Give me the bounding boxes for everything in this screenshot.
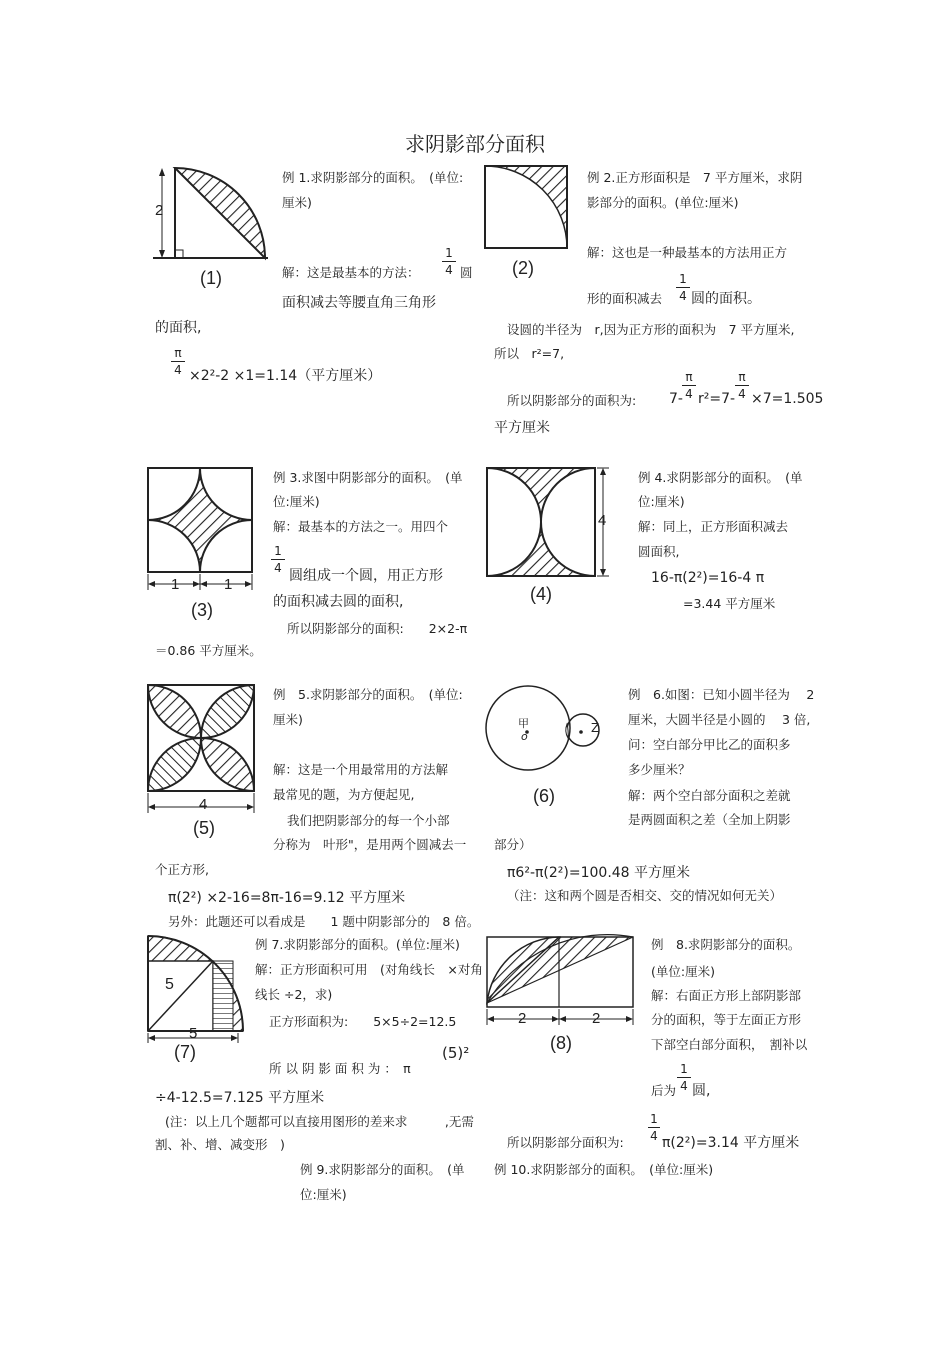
figure-1-side-label: 2: [155, 202, 164, 219]
ex5-line3: 解：这是一个用最常用的方法解: [273, 762, 449, 777]
ex8-line4: 分的面积，等于左面正方形: [651, 1012, 802, 1027]
ex1-line2: 厘米): [282, 195, 312, 210]
ex7-note1: (注：以上几个题都可以直接用图形的差来求 ,无需: [165, 1114, 474, 1129]
fraction-den: 4: [174, 363, 182, 377]
figure-3-dim-b: 1: [224, 576, 233, 593]
ex3-line5: 的面积减去圆的面积,: [273, 594, 404, 610]
figure-5-caption: (5): [193, 818, 215, 838]
figure-2: [485, 166, 575, 252]
ex8-line1: 例 8.求阴影部分的面积。: [651, 937, 801, 952]
ex3-fraction: [271, 544, 285, 575]
ex6-line4: 多少厘米？: [628, 762, 691, 777]
ex4-line4: 圆面积,: [638, 544, 680, 559]
fraction-num: π: [685, 370, 693, 384]
ex1-line3b: 圆: [460, 265, 473, 280]
fraction-num: π: [174, 346, 182, 360]
ex8-fraction: [677, 1062, 691, 1093]
ex2-pi-fraction-2: [735, 370, 749, 401]
ex7-line5b: (5)²: [442, 1044, 470, 1062]
ex2-line2: 影部分的面积。(单位:厘米): [587, 195, 739, 210]
fraction-num: 1: [680, 1062, 688, 1076]
ex8-line5: 下部空白部分面积， 割补以: [651, 1037, 808, 1052]
ex9-line1: 例 9.求阴影部分的面积。 (单: [300, 1162, 465, 1177]
ex2-line8: 平方厘米: [494, 420, 550, 436]
figure-3-dim-a: 1: [171, 576, 180, 593]
fraction-den: 4: [680, 1079, 688, 1093]
figure-6-caption: (6): [533, 786, 555, 806]
fraction-num: 1: [274, 544, 282, 558]
figure-4-caption: (4): [530, 584, 552, 604]
fraction-num: 1: [679, 272, 687, 286]
figure-6-label-yi: Z: [591, 721, 600, 735]
figure-6-label-jia: 甲: [518, 717, 529, 730]
fraction-num: π: [738, 370, 746, 384]
ex6-line2: 厘米，大圆半径是小圆的 3 倍,: [628, 712, 811, 727]
fraction-den: 4: [685, 387, 693, 401]
figure-8-caption: (8): [550, 1033, 572, 1053]
ex5-line5: 我们把阴影部分的每一个小部: [287, 813, 450, 828]
fraction-num: 1: [445, 246, 453, 260]
ex8-formula: π(2²)=3.14 平方厘米: [662, 1135, 800, 1151]
ex6-line5: 解：两个空白部分面积之差就: [628, 788, 791, 803]
ex9-line2: 位:厘米): [300, 1187, 347, 1202]
ex1-formula: ×2²-2 ×1=1.14（平方厘米）: [189, 368, 382, 384]
ex2-fraction: [676, 272, 690, 303]
figure-3-caption: (3): [191, 600, 213, 620]
ex6-line6: 是两圆面积之差（全加上阴影: [628, 812, 791, 827]
figure-7-diag-label: 5: [165, 976, 174, 993]
fraction-den: 4: [738, 387, 746, 401]
ex3-line2: 位:厘米): [273, 494, 320, 509]
figure-1-caption: (1): [200, 268, 222, 288]
ex1-line5: 的面积,: [155, 320, 202, 336]
ex1-line1: 例 1.求阴影部分的面积。 (单位:: [282, 170, 464, 185]
ex2-line4a: 形的面积减去: [587, 291, 663, 306]
ex2-line1: 例 2.正方形面积是 7 平方厘米，求阴: [587, 170, 803, 185]
figure-1: [150, 160, 275, 270]
ex5-line2: 厘米): [273, 712, 303, 727]
ex3-line6: 所以阴影部分的面积: 2×2-π: [287, 621, 468, 636]
fraction-den: 4: [274, 561, 282, 575]
ex3-line1: 例 3.求图中阴影部分的面积。 (单: [273, 470, 463, 485]
ex10-line1: 例 10.求阴影部分的面积。 (单位:厘米): [494, 1162, 714, 1177]
ex7-line5: 所 以 阴 影 面 积 为 ： π: [269, 1061, 411, 1076]
ex1-line4: 面积减去等腰直角三角形: [282, 295, 436, 311]
ex7-line6: ÷4-12.5=7.125 平方厘米: [155, 1090, 325, 1106]
ex5-formula: π(2²) ×2-16=8π-16=9.12 平方厘米: [168, 890, 406, 906]
ex8-line7: 所以阴影部分面积为:: [507, 1135, 624, 1150]
ex5-line4: 最常见的题，为方便起见,: [273, 787, 415, 802]
ex5-line7: 个正方形,: [155, 862, 209, 877]
ex4-line3: 解：同上，正方形面积减去: [638, 519, 789, 534]
ex8-fraction-2: [648, 1112, 660, 1143]
ex7-line2: 解：正方形面积可用 (对角线长 ×对角: [255, 962, 483, 977]
ex2-line7b: 7-: [669, 391, 683, 407]
fraction-den: 4: [445, 263, 453, 277]
ex7-note2: 割、补、增、减变形 ): [155, 1137, 285, 1152]
ex3-line7: ＝0.86 平方厘米。: [155, 643, 262, 658]
ex6-line3: 问：空白部分甲比乙的面积多: [628, 737, 791, 752]
figure-8: [485, 933, 640, 1028]
figure-7-caption: (7): [174, 1042, 196, 1062]
ex4-line2: 位:厘米): [638, 494, 685, 509]
ex2-line7a: 所以阴影部分的面积为:: [507, 393, 637, 408]
page-title: 求阴影部分面积: [405, 132, 545, 156]
ex1-fraction: [442, 246, 456, 277]
ex2-line7d: ×7=1.505: [751, 391, 824, 407]
figure-6-label-o: o: [521, 730, 528, 743]
ex7-line3: 线长 ÷2，求): [255, 987, 333, 1002]
ex4-line5: 16-π(2²)=16-4 π: [651, 570, 765, 586]
ex5-line6: 分称为 叶形"，是用两个圆减去一: [273, 837, 467, 852]
ex3-line4: 圆组成一个圆，用正方形: [289, 568, 443, 584]
ex1-line3: 解：这是最基本的方法：: [282, 265, 420, 280]
figure-5-dim: 4: [199, 796, 208, 813]
figure-4-side-label: 4: [598, 512, 607, 529]
ex8-line3: 解：右面正方形上部阴影部: [651, 988, 802, 1003]
figure-7: [145, 933, 255, 1048]
fraction-den: 4: [650, 1129, 658, 1143]
figure-8-dim-a: 2: [518, 1010, 527, 1027]
ex5-line6b: 部分）: [494, 837, 532, 852]
ex7-line1: 例 7.求阴影部分的面积。(单位:厘米): [255, 937, 460, 952]
ex2-line6: 所以 r²=7,: [494, 346, 565, 361]
ex5-line1: 例 5.求阴影部分的面积。 (单位:: [273, 687, 463, 702]
ex4-line1: 例 4.求阴影部分的面积。 (单: [638, 470, 803, 485]
ex3-line3: 解：最基本的方法之一。用四个: [273, 519, 449, 534]
figure-2-caption: (2): [512, 258, 534, 278]
figure-8-dim-b: 2: [592, 1010, 601, 1027]
ex2-line5: 设圆的半径为 r,因为正方形的面积为 7 平方厘米,: [507, 322, 795, 337]
figure-7-dim: 5: [189, 1025, 198, 1042]
ex2-line4b: 圆的面积。: [691, 291, 761, 307]
ex8-line6b: 圆,: [692, 1083, 711, 1099]
ex7-line4: 正方形面积为: 5×5÷2=12.5: [269, 1014, 457, 1029]
ex2-line3: 解：这也是一种最基本的方法用正方: [587, 245, 788, 260]
ex8-line6a: 后为: [651, 1083, 677, 1098]
ex1-pi-fraction: [171, 346, 185, 377]
fraction-den: 4: [679, 289, 687, 303]
ex8-line2: (单位:厘米): [651, 964, 715, 979]
ex4-line6: =3.44 平方厘米: [683, 596, 776, 611]
ex2-pi-fraction-1: [682, 370, 696, 401]
ex6-formula: π6²-π(2²)=100.48 平方厘米: [507, 865, 691, 881]
ex6-line1: 例 6.如图：已知小圆半径为 2: [628, 687, 815, 702]
ex5-line8: 另外：此题还可以看成是 1 题中阴影部分的 8 倍。: [168, 914, 480, 929]
figure-3: [145, 466, 260, 606]
fraction-num: 1: [650, 1112, 658, 1126]
ex6-note: （注：这和两个圆是否相交、交的情况如何无关）: [507, 888, 783, 903]
ex2-line7c: r²=7-: [698, 391, 736, 407]
